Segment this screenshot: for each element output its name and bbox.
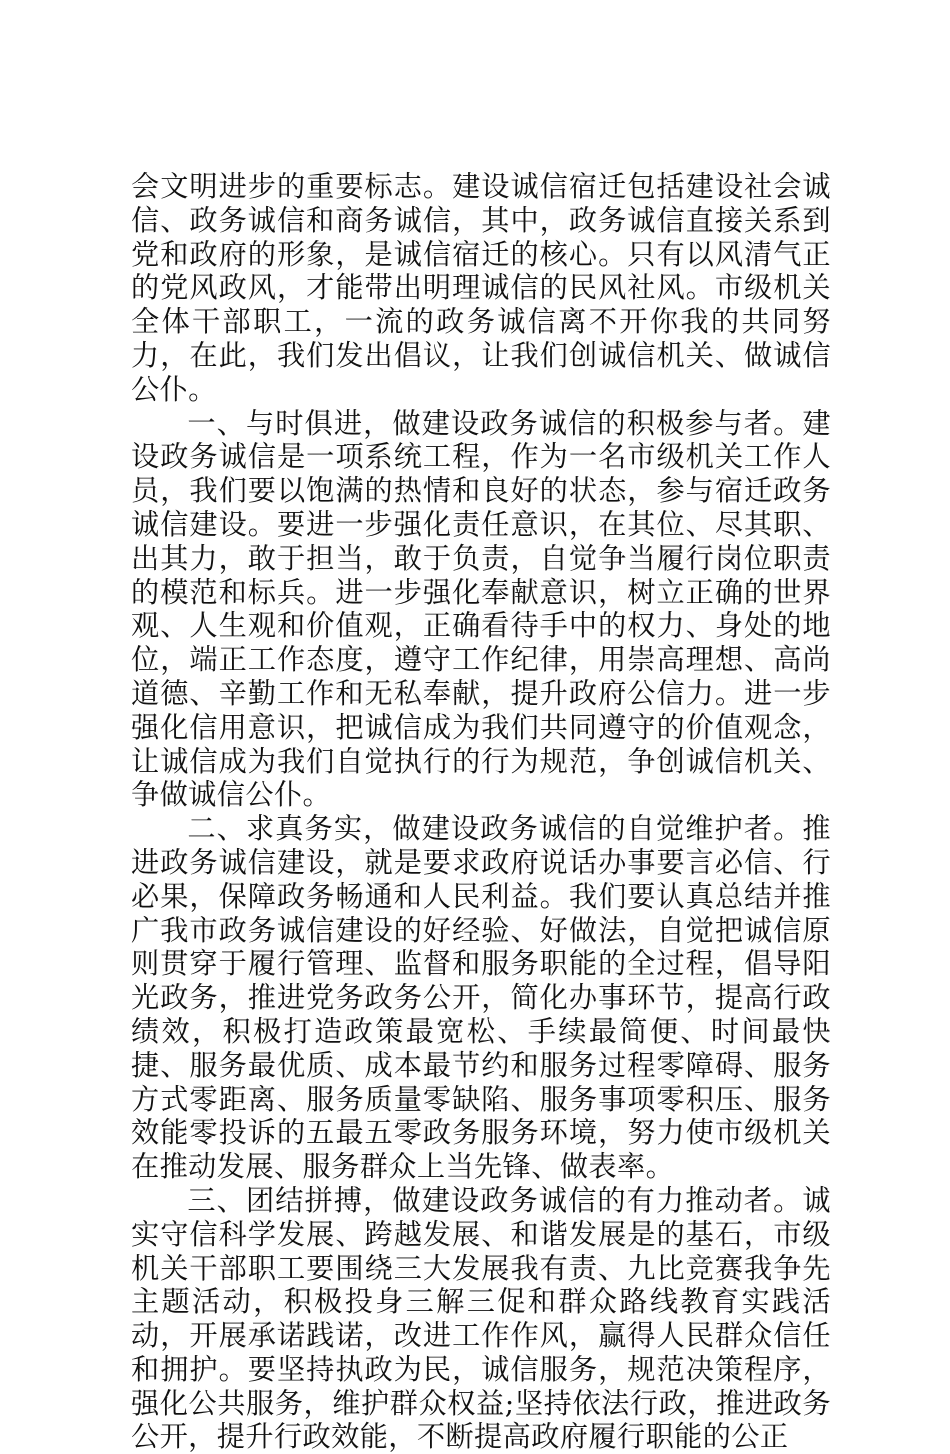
paragraph-intro-continuation: 会文明进步的重要标志。建设诚信宿迁包括建设社会诚信、政务诚信和商务诚信，其中，政务诚信直接关系到党和政府的形象，是诚信宿迁的核心。只有以风清气正的党风政风，才能带出明理诚信的民风社风。市级机关全体干部职工，一流的政务诚信离不开你我的共同努力，在此，我们发出倡议，让我们创诚信机关、做诚信公仆。	[131, 170, 831, 406]
paragraph-point-one: 一、与时俱进，做建设政务诚信的积极参与者。建设政务诚信是一项系统工程，作为一名市级机关工作人员，我们要以饱满的热情和良好的状态，参与宿迁政务诚信建设。要进一步强化责任意识，在其位、尽其职、出其力，敢于担当，敢于负责，自觉争当履行岗位职责的模范和标兵。进一步强化奉献意识，树立正确的世界观、人生观和价值观，正确看待手中的权力、身处的地位，端正工作态度，遵守工作纪律，用崇高理想、高尚道德、辛勤工作和无私奉献，提升政府公信力。进一步强化信用意识，把诚信成为我们共同遵守的价值观念，让诚信成为我们自觉执行的行为规范，争创诚信机关、争做诚信公仆。	[131, 406, 831, 812]
paragraph-point-three: 三、团结拼搏，做建设政务诚信的有力推动者。诚实守信科学发展、跨越发展、和谐发展是的基石，市级机关干部职工要围绕三大发展我有责、九比竞赛我争先主题活动，积极投身三解三促和群众路线教育实践活动，开展承诺践诺，改进工作作风，赢得人民群众信任和拥护。要坚持执政为民，诚信服务，规范决策程序，强化公共服务，维护群众权益;坚持依法行政，推进政务公开，提升行政效能，不断提高政府履行职能的公正	[131, 1183, 831, 1454]
paragraph-point-two: 二、求真务实，做建设政务诚信的自觉维护者。推进政务诚信建设，就是要求政府说话办事要言必信、行必果，保障政务畅通和人民利益。我们要认真总结并推广我市政务诚信建设的好经验、好做法，自觉把诚信原则贯穿于履行管理、监督和服务职能的全过程，倡导阳光政务，推进党务政务公开，简化办事环节，提高行政绩效，积极打造政策最宽松、手续最简便、时间最快捷、服务最优质、成本最节约和服务过程零障碍、服务方式零距离、服务质量零缺陷、服务事项零积压、服务效能零投诉的五最五零政务服务环境，努力使市级机关在推动发展、服务群众上当先锋、做表率。	[131, 812, 831, 1184]
document-body	[131, 170, 831, 1454]
